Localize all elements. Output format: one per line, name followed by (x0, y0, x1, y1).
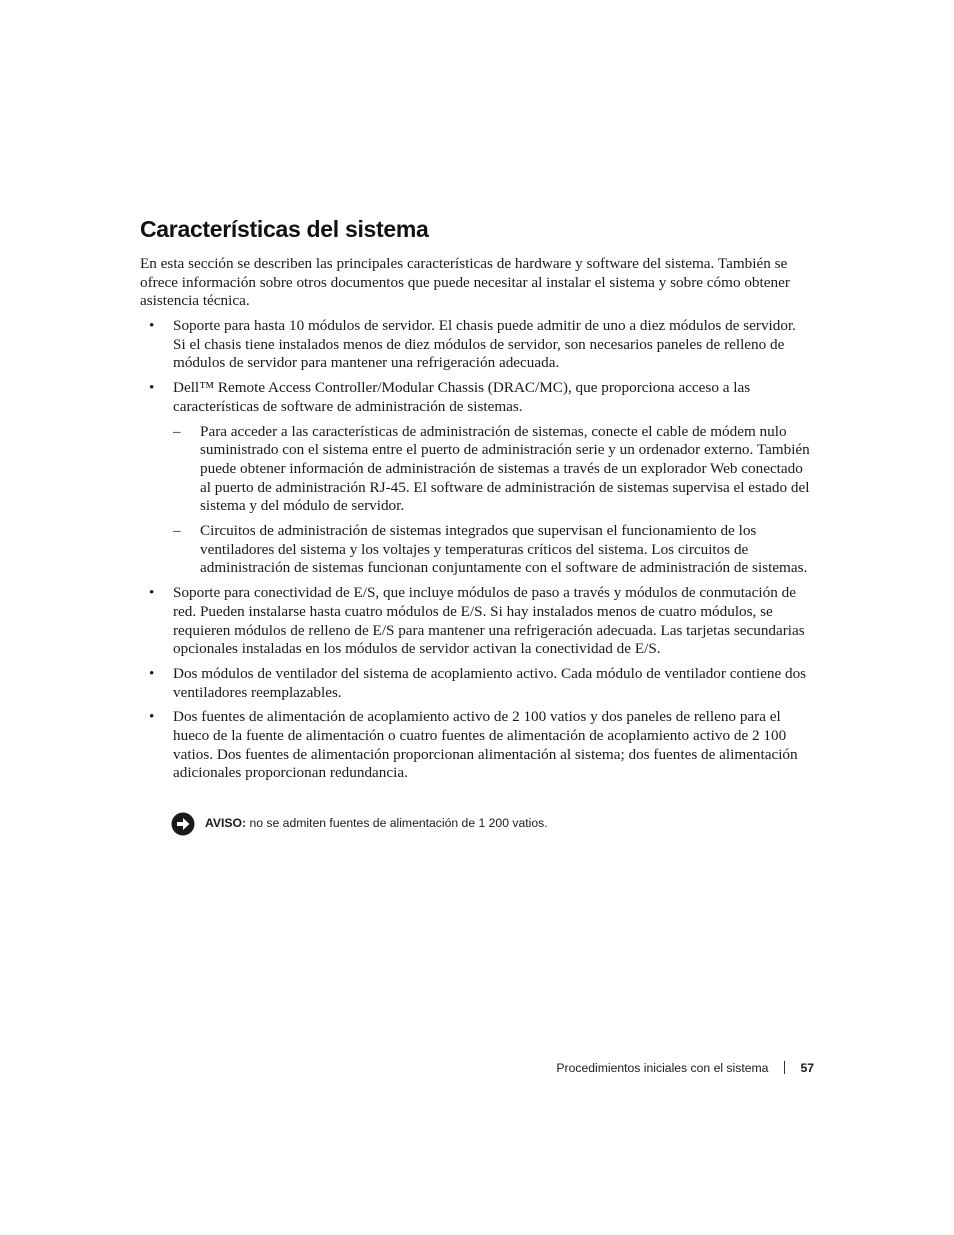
list-item (140, 317, 812, 373)
page-footer (400, 1061, 814, 1081)
list-item-text: Dos módulos de ventilador del sistema de acoplamiento activo. Cada módulo de ventilador contiene dos ventiladores reemplazables. (173, 664, 807, 701)
feature-list (140, 317, 812, 789)
bullet-glyph: • (149, 708, 155, 726)
list-item (140, 584, 812, 659)
notice-box (171, 812, 811, 838)
sub-list (173, 423, 812, 579)
list-item-text: Soporte para conectividad de E/S, que incluye módulos de paso a través y módulos de conmutación de red. Pueden instalarse hasta cuatro módulos de E/S. Si hay instalados menos de cuatro módulos, se requieren módulos de relleno de E/S para mantener una refrigeración adecuada. Las tarjetas secundarias opcionales instaladas en los módulos de servidor activan la conectividad de E/S. (173, 584, 805, 658)
bullet-glyph: • (149, 317, 155, 334)
notice-message: no se admiten fuentes de alimentación de 1 200 vatios. (249, 816, 548, 830)
page-number: 57 (800, 1061, 814, 1075)
sub-list-item-text: Para acceder a las características de administración de sistemas, conecte el cable de módem nulo suministrado con el sistema entre el puerto de administración serie y un ordenador externo. También puede obtener información de administración de sistemas a través de un explorador Web conectado al puerto de administración RJ-45. El software de administración de sistemas supervisa el estado del sistema y del módulo de servidor. (200, 422, 810, 515)
list-item (140, 708, 812, 783)
list-item (140, 379, 812, 578)
notice-label: AVISO: (205, 816, 247, 830)
footer-divider (784, 1061, 785, 1074)
list-item (140, 665, 812, 702)
footer-section-title: Procedimientos iniciales con el sistema (556, 1061, 769, 1075)
sub-list-item-text: Circuitos de administración de sistemas integrados que supervisan el funcionamiento de los ventiladores del sistema y los voltajes y temperaturas críticos del sistema. Los circuitos de administración de sistemas funcionan conjuntamente con el software de administración de sistemas. (200, 522, 808, 577)
bullet-glyph: • (149, 379, 155, 397)
intro-paragraph: En esta sección se describen las principales características de hardware y software del sistema. También se ofrece información sobre otros documentos que puede necesitar al instalar el sistema y sobre cómo obtener asistencia técnica. (140, 255, 790, 310)
section-heading: Características del sistema (140, 216, 429, 242)
dash-glyph: – (173, 422, 181, 440)
list-item-text: Soporte para hasta 10 módulos de servidor. El chasis puede admitir de uno a diez módulos de servidor. Si el chasis tiene instalados menos de diez módulos de servidor, son necesarios paneles de relleno de módulos de servidor para mantener una refrigeración adecuada. (173, 317, 796, 372)
sub-list-item (173, 522, 812, 578)
bullet-glyph: • (149, 664, 155, 682)
sub-list-item (173, 423, 812, 517)
list-item-text: Dos fuentes de alimentación de acoplamiento activo de 2 100 vatios y dos paneles de relleno para el hueco de la fuente de alimentación o cuatro fuentes de alimentación de acoplamiento activo de 2 100 vatios. Dos fuentes de alimentación proporcionan alimentación al sistema; dos fuentes de alimentación adicionales proporcionan redundancia. (173, 708, 798, 782)
notice-arrow-icon (171, 812, 195, 836)
bullet-glyph: • (149, 584, 155, 602)
dash-glyph: – (173, 522, 181, 540)
notice-text-line (205, 816, 548, 830)
list-item-text: Dell™ Remote Access Controller/Modular Chassis (DRAC/MC), que proporciona acceso a las características de software de administración de sistemas. (173, 379, 751, 415)
